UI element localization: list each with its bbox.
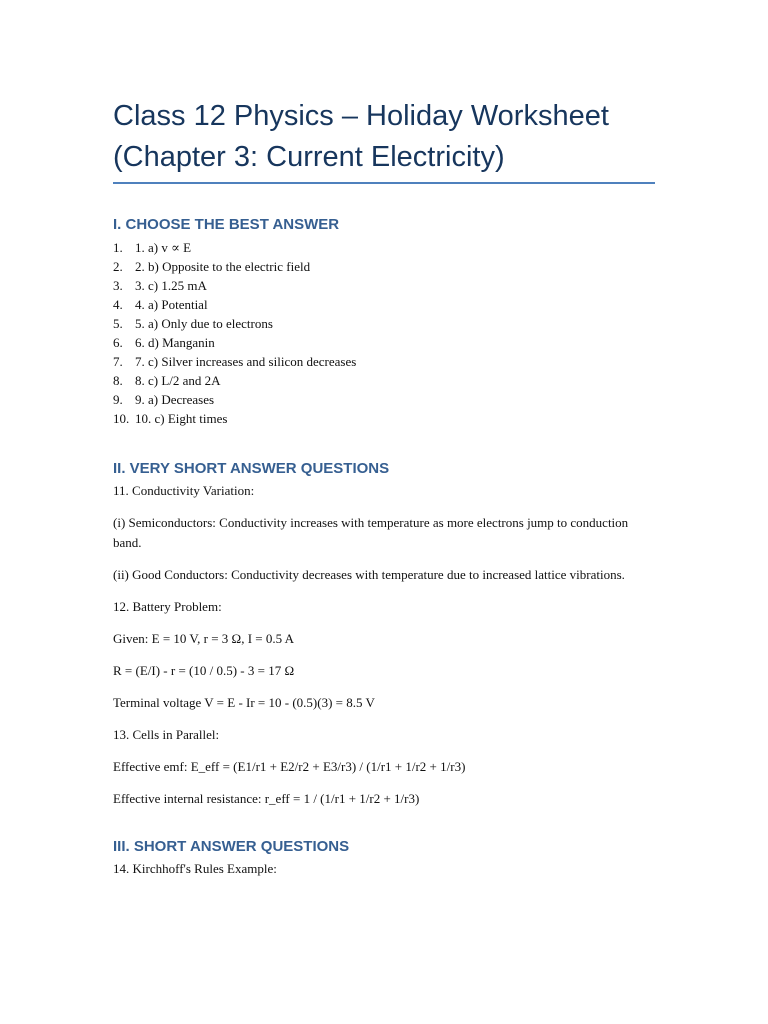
section-heading-choose-best-answer: I. CHOOSE THE BEST ANSWER [113, 216, 340, 233]
question-13-title: 13. Cells in Parallel: [113, 727, 220, 742]
section-heading-very-short-answer: II. VERY SHORT ANSWER QUESTIONS [113, 460, 390, 477]
list-item: 2. 2. b) Opposite to the electric field [113, 259, 311, 274]
answer-list [113, 238, 656, 428]
title-line-1: Class 12 Physics – Holiday Worksheet [113, 100, 609, 132]
answer-paragraph: Given: E = 10 V, r = 3 Ω, I = 0.5 A [113, 631, 295, 646]
title-line-2: (Chapter 3: Current Electricity) [113, 141, 505, 173]
question-11-title: 11. Conductivity Variation: [113, 483, 255, 498]
worksheet-page [113, 96, 656, 879]
question-12-title: 12. Battery Problem: [113, 599, 222, 614]
list-item: 4. 4. a) Potential [113, 297, 208, 312]
answer-paragraph: R = (E/I) - r = (10 / 0.5) - 3 = 17 Ω [113, 663, 295, 678]
list-item: 5. 5. a) Only due to electrons [113, 316, 273, 331]
page-title [113, 96, 656, 178]
list-item: 7. 7. c) Silver increases and silicon decreases [113, 354, 357, 369]
list-item: 1. 1. a) v ∝ E [113, 240, 192, 255]
title-underline [113, 182, 655, 184]
list-item: 9. 9. a) Decreases [113, 392, 215, 407]
answer-paragraph: (ii) Good Conductors: Conductivity decreases with temperature due to increased lattice vibrations. [113, 567, 625, 582]
answer-paragraph: Effective internal resistance: r_eff = 1 / (1/r1 + 1/r2 + 1/r3) [113, 791, 420, 806]
answer-paragraph: Effective emf: E_eff = (E1/r1 + E2/r2 + E3/r3) / (1/r1 + 1/r2 + 1/r3) [113, 759, 466, 774]
list-item: 3. 3. c) 1.25 mA [113, 278, 207, 293]
section-heading-short-answer: III. SHORT ANSWER QUESTIONS [113, 838, 350, 855]
list-item: 6. 6. d) Manganin [113, 335, 215, 350]
answer-paragraph: (i) Semiconductors: Conductivity increases with temperature as more electrons jump to conduction band. [113, 515, 629, 550]
question-14-title: 14. Kirchhoff's Rules Example: [113, 861, 277, 876]
list-item: 8. 8. c) L/2 and 2A [113, 373, 221, 388]
list-item: 10. 10. c) Eight times [113, 411, 228, 426]
answer-paragraph: Terminal voltage V = E - Ir = 10 - (0.5)(3) = 8.5 V [113, 695, 375, 710]
